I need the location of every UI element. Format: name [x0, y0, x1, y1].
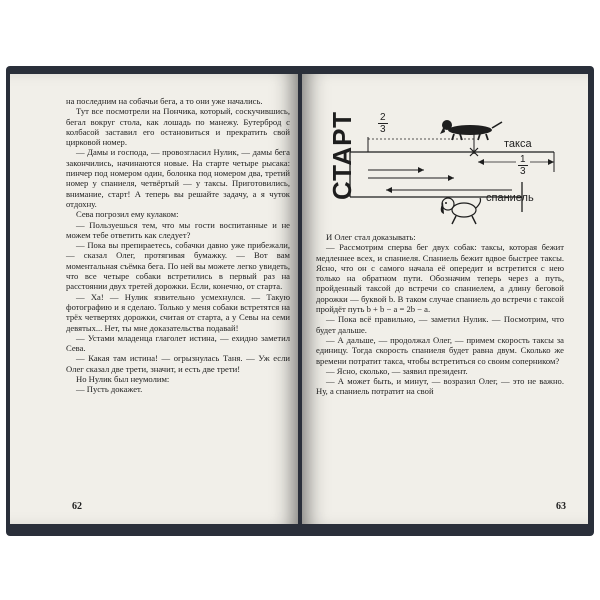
fraction-numerator: 1 — [520, 154, 526, 165]
paragraph: — Пусть докажет. — [76, 384, 143, 395]
paragraph: И Олег стал доказывать: — [326, 232, 416, 242]
paragraph: — Пока всё правильно, — заметил Нулик. — Посмотрим, что будет дальше. — [316, 314, 564, 335]
paragraph: на последним на собачьи бега, а то они уже начались. — [66, 96, 263, 106]
paragraph: — А может быть, и минут, — возразил Олег, — это не важно. Ну, а спаниель потратит на свой — [316, 376, 564, 397]
right-page-text — [316, 232, 564, 397]
dachshund-drawing — [440, 120, 502, 140]
paragraph: — Ясно, сколько, — заявил президент. — [326, 365, 468, 376]
fraction-numerator: 2 — [380, 112, 386, 123]
left-page-text — [66, 96, 290, 395]
spaniel-label: спаниель — [486, 192, 534, 204]
dachshund-label: такса — [504, 138, 532, 150]
right-page — [302, 74, 588, 524]
paragraph: — Рассмотрим сперва бег двух собак: таксы, которая бежит медленнее всех, и спаниеля. Спаниель бежит вдвое быстрее таксы. Ясно, что он с самого начала её опередит и встретится с нею только на обратном пути. Обозначим теперь через а путь, пройденный таксой до встречи со спаниелем, а длину беговой дорожки — буквой b. В таком случае спаниель до встречи с таксой пройдёт путь b + b − а = 2b − а. — [316, 242, 564, 315]
paragraph: — Пока вы препираетесь, собачки давно уже прибежали, — сказал Олег, протягивая бумажку. — Вот вам моментальная съёмка бега. По ней вы можете легко увидеть, что все четыре собаки встретились в первый раз на расстоянии двух третей дорожки. Если, конечно, от старта. — [66, 240, 290, 292]
paragraph: — А дальше, — продолжал Олег, — примем скорость таксы за единицу. Тогда скорость спаниеля будет равна двум. Сколько же времени потратит такса, чтобы встретиться со своим соперником? — [316, 334, 564, 366]
fraction-two-thirds — [378, 112, 388, 135]
paragraph: — Пользуешься тем, что мы гости воспитанные и не можем тебе ответить как следует? — [66, 219, 290, 240]
spaniel-drawing — [441, 198, 481, 224]
paragraph: — Дамы и господа, — провозгласил Нулик, — дамы бега закончились, начинаются новые. На старте четыре рысака: пинчер под номером один, болонка под номером два, третий номер у спаниеля, четвёртый — у таксы. Приготовились, внимание, старт! А теперь вы решайте задачу, а я чуток отдохну. — [66, 147, 290, 209]
paragraph: Тут все посмотрели на Пончика, который, соскучившись, бегал вокруг стола, как лошадь по манежу. Бутерброд с колбасой заставил его остановиться и прекратить свой цирковой номер. — [66, 106, 290, 148]
paragraph: — Устами младенца глаголет истина, — ехидно заметил Сева. — [66, 332, 290, 354]
fraction-denominator: 3 — [380, 124, 386, 135]
start-label: СТАРТ — [327, 110, 358, 201]
paragraph: — Ха! — Нулик язвительно усмехнулся. — Такую фотографию и я сделаю. Только у меня собаки встретятся на трёх четвертях дорожки, считая от старта, а у Севы на семи девятых... Нет, ты мне доказательства подавай! — [66, 291, 290, 333]
race-diagram — [316, 82, 564, 232]
fraction-one-third — [518, 154, 528, 177]
paragraph: — Какая там истина! — огрызнулась Таня. — Уж если Олег сказал две трети, значит, и есть две трети! — [66, 353, 290, 374]
left-page — [10, 74, 298, 524]
paragraph: Сева погрозил ему кулаком: — [76, 209, 179, 220]
paragraph: Но Нулик был неумолим: — [76, 374, 170, 385]
fraction-denominator: 3 — [520, 166, 526, 177]
page-number: 62 — [72, 501, 82, 512]
page-number: 63 — [556, 501, 566, 512]
